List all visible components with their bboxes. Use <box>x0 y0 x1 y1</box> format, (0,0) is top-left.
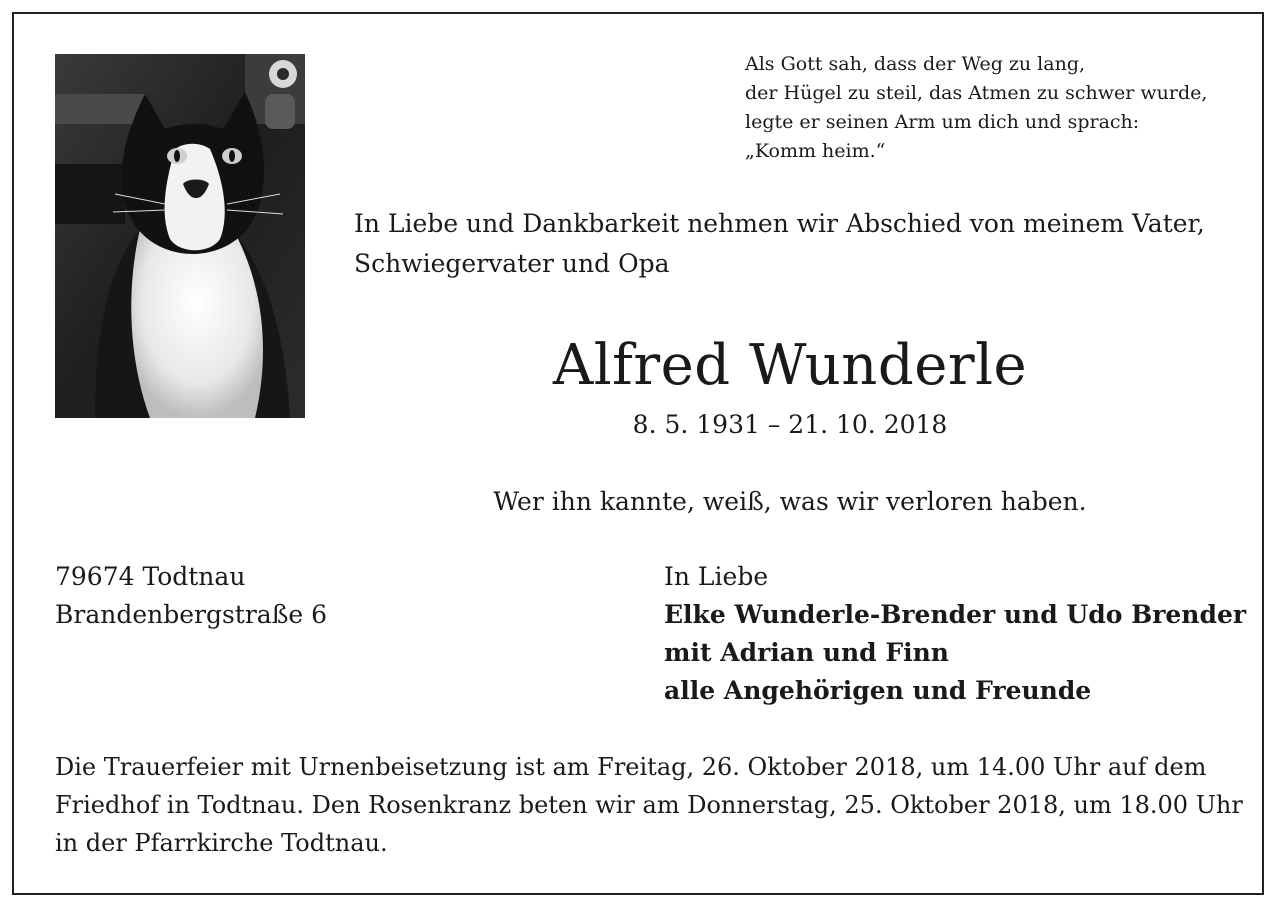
poem-line: Als Gott sah, dass der Weg zu lang, <box>745 53 1086 75</box>
address-city: 79674 Todtnau <box>55 562 246 591</box>
intro-line: Schwiegervater und Opa <box>354 249 670 278</box>
cat-photo <box>55 54 305 418</box>
poem-line: legte er seinen Arm um dich und sprach: <box>745 111 1140 133</box>
service-line: Die Trauerfeier mit Urnenbeisetzung ist am Freitag, 26. Oktober 2018, um 14.00 Uhr auf dem <box>55 753 1207 781</box>
family-line: mit Adrian und Finn <box>664 638 949 667</box>
address-street: Brandenbergstraße 6 <box>55 600 328 629</box>
poem-line: der Hügel zu steil, das Atmen zu schwer wurde, <box>745 82 1208 104</box>
poem <box>745 50 1245 166</box>
intro-line: In Liebe und Dankbarkeit nehmen wir Abschied von meinem Vater, <box>354 209 1205 238</box>
deceased-name: Alfred Wunderle <box>552 333 1028 398</box>
service-line: in der Pfarrkirche Todtnau. <box>55 829 388 857</box>
family-greeting: In Liebe <box>664 562 769 591</box>
poem-line: „Komm heim.“ <box>745 140 886 162</box>
farewell-intro <box>354 204 1234 284</box>
memorial-quote: Wer ihn kannte, weiß, was wir verloren haben. <box>493 487 1087 516</box>
cat-illustration <box>55 54 305 418</box>
address-block <box>55 558 575 634</box>
family-line: alle Angehörigen und Freunde <box>664 676 1092 705</box>
service-details <box>55 748 1243 862</box>
family-line: Elke Wunderle-Brender und Udo Brender <box>664 600 1247 629</box>
service-line: Friedhof in Todtnau. Den Rosenkranz beten wir am Donnerstag, 25. Oktober 2018, um 18.00 Uhr <box>55 791 1243 819</box>
life-dates: 8. 5. 1931 – 21. 10. 2018 <box>632 410 948 439</box>
family-block <box>664 558 1247 710</box>
